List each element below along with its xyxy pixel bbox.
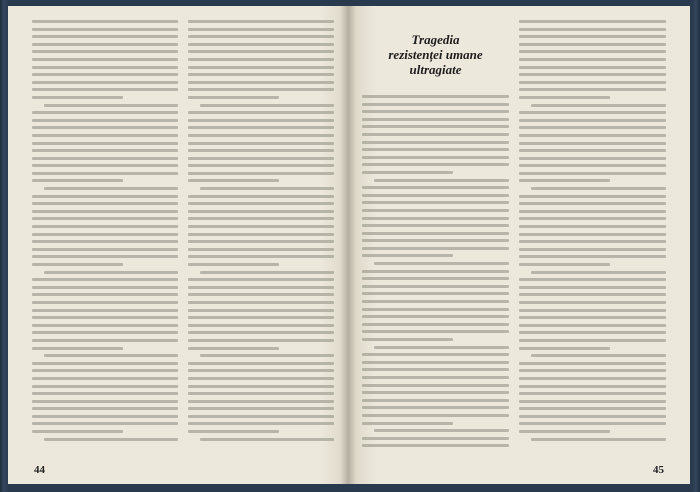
text-line-placeholder xyxy=(519,225,666,228)
text-line-placeholder xyxy=(32,119,178,122)
text-line-placeholder xyxy=(188,195,334,198)
text-line-placeholder xyxy=(519,362,666,365)
text-line-placeholder xyxy=(519,347,610,350)
text-line-placeholder xyxy=(519,157,666,160)
text-line-placeholder xyxy=(362,156,509,159)
text-line-placeholder xyxy=(362,201,509,204)
text-line-placeholder xyxy=(362,95,509,98)
text-line-placeholder xyxy=(519,96,610,99)
article-title-line-3: ultragiate xyxy=(409,62,462,77)
text-line-placeholder xyxy=(188,316,334,319)
text-line-placeholder xyxy=(519,293,666,296)
text-line-placeholder xyxy=(362,232,509,235)
text-line-placeholder xyxy=(188,407,334,410)
text-line-placeholder xyxy=(519,369,666,372)
text-line-placeholder xyxy=(362,353,509,356)
text-line-placeholder xyxy=(362,406,509,409)
text-line-placeholder xyxy=(32,58,178,61)
text-line-placeholder xyxy=(188,210,334,213)
text-line-placeholder xyxy=(519,50,666,53)
text-line-placeholder xyxy=(519,35,666,38)
text-line-placeholder xyxy=(32,20,178,23)
text-line-placeholder xyxy=(188,430,279,433)
text-line-placeholder xyxy=(44,271,178,274)
text-line-placeholder xyxy=(188,278,334,281)
text-line-placeholder xyxy=(44,354,178,357)
text-line-placeholder xyxy=(519,73,666,76)
text-line-placeholder xyxy=(200,187,334,190)
article-title xyxy=(362,32,509,77)
text-line-placeholder xyxy=(188,164,334,167)
text-line-placeholder xyxy=(44,187,178,190)
text-line-placeholder xyxy=(362,163,509,166)
text-line-placeholder xyxy=(531,438,666,441)
text-line-placeholder xyxy=(32,172,178,175)
text-line-placeholder xyxy=(519,134,666,137)
text-line-placeholder xyxy=(188,20,334,23)
text-line-placeholder xyxy=(32,278,178,281)
text-line-placeholder xyxy=(32,28,178,31)
text-line-placeholder xyxy=(362,414,509,417)
text-line-placeholder xyxy=(362,133,509,136)
text-line-placeholder xyxy=(362,444,509,447)
text-line-placeholder xyxy=(32,286,178,289)
text-line-placeholder xyxy=(362,270,509,273)
right-page-column-1 xyxy=(362,20,509,450)
text-line-placeholder xyxy=(32,73,178,76)
text-line-placeholder xyxy=(32,35,178,38)
text-line-placeholder xyxy=(531,271,666,274)
text-line-placeholder xyxy=(32,111,178,114)
text-line-placeholder xyxy=(32,263,123,266)
text-line-placeholder xyxy=(32,347,123,350)
text-line-placeholder xyxy=(188,233,334,236)
text-line-placeholder xyxy=(519,415,666,418)
text-line-placeholder xyxy=(519,81,666,84)
text-line-placeholder xyxy=(362,399,509,402)
text-line-placeholder xyxy=(519,172,666,175)
text-line-placeholder xyxy=(32,210,178,213)
text-line-placeholder xyxy=(519,301,666,304)
text-line-placeholder xyxy=(32,50,178,53)
text-line-placeholder xyxy=(519,142,666,145)
text-line-placeholder xyxy=(362,186,509,189)
text-line-placeholder xyxy=(519,278,666,281)
text-line-placeholder xyxy=(44,438,178,441)
text-line-placeholder xyxy=(519,248,666,251)
text-line-placeholder xyxy=(200,104,334,107)
text-line-placeholder xyxy=(32,331,178,334)
text-line-placeholder xyxy=(519,286,666,289)
text-line-placeholder xyxy=(362,384,509,387)
text-line-placeholder xyxy=(188,377,334,380)
text-line-placeholder xyxy=(362,323,509,326)
article-title-line-1: Tragedia xyxy=(411,32,460,47)
text-line-placeholder xyxy=(32,293,178,296)
text-line-placeholder xyxy=(188,248,334,251)
text-line-placeholder xyxy=(32,142,178,145)
text-line-placeholder xyxy=(519,400,666,403)
text-line-placeholder xyxy=(188,301,334,304)
text-line-placeholder xyxy=(188,324,334,327)
text-line-placeholder xyxy=(188,134,334,137)
text-line-placeholder xyxy=(32,225,178,228)
text-line-placeholder xyxy=(32,309,178,312)
text-line-placeholder xyxy=(362,118,509,121)
text-line-placeholder xyxy=(188,286,334,289)
text-line-placeholder xyxy=(362,125,509,128)
text-line-placeholder xyxy=(188,50,334,53)
text-line-placeholder xyxy=(362,224,509,227)
text-line-placeholder xyxy=(519,324,666,327)
text-line-placeholder xyxy=(362,247,509,250)
text-line-placeholder xyxy=(519,407,666,410)
text-line-placeholder xyxy=(362,338,453,341)
text-line-placeholder xyxy=(519,339,666,342)
text-line-placeholder xyxy=(32,81,178,84)
text-line-placeholder xyxy=(519,119,666,122)
text-line-placeholder xyxy=(519,430,610,433)
text-line-placeholder xyxy=(32,66,178,69)
text-line-placeholder xyxy=(519,240,666,243)
text-line-placeholder xyxy=(32,362,178,365)
text-line-placeholder xyxy=(188,73,334,76)
text-line-placeholder xyxy=(32,400,178,403)
text-line-placeholder xyxy=(32,407,178,410)
text-line-placeholder xyxy=(519,385,666,388)
text-line-placeholder xyxy=(32,422,178,425)
text-line-placeholder xyxy=(362,376,509,379)
text-line-placeholder xyxy=(188,43,334,46)
text-line-placeholder xyxy=(519,28,666,31)
text-line-placeholder xyxy=(519,233,666,236)
text-line-placeholder xyxy=(362,141,509,144)
text-line-placeholder xyxy=(519,179,610,182)
text-line-placeholder xyxy=(374,179,509,182)
text-line-placeholder xyxy=(188,202,334,205)
text-line-placeholder xyxy=(200,354,334,357)
text-line-placeholder xyxy=(32,202,178,205)
text-line-placeholder xyxy=(362,209,509,212)
article-title-line-2: rezistenței umane xyxy=(388,47,483,62)
text-line-placeholder xyxy=(519,164,666,167)
text-line-placeholder xyxy=(519,88,666,91)
text-line-placeholder xyxy=(32,233,178,236)
text-line-placeholder xyxy=(519,195,666,198)
text-line-placeholder xyxy=(32,255,178,258)
text-line-placeholder xyxy=(519,316,666,319)
text-line-placeholder xyxy=(188,255,334,258)
text-line-placeholder xyxy=(188,263,279,266)
left-page-column-1 xyxy=(32,20,178,450)
text-line-placeholder xyxy=(32,164,178,167)
text-line-placeholder xyxy=(519,43,666,46)
text-line-placeholder xyxy=(531,354,666,357)
text-line-placeholder xyxy=(519,111,666,114)
text-line-placeholder xyxy=(32,392,178,395)
text-line-placeholder xyxy=(188,362,334,365)
text-line-placeholder xyxy=(32,88,178,91)
text-line-placeholder xyxy=(519,66,666,69)
text-line-placeholder xyxy=(519,422,666,425)
text-line-placeholder xyxy=(32,240,178,243)
text-line-placeholder xyxy=(188,225,334,228)
text-line-placeholder xyxy=(188,392,334,395)
text-line-placeholder xyxy=(362,308,509,311)
text-line-placeholder xyxy=(32,217,178,220)
text-line-placeholder xyxy=(188,179,279,182)
text-line-placeholder xyxy=(32,248,178,251)
text-line-placeholder xyxy=(32,96,123,99)
page-number-right: 45 xyxy=(653,464,664,476)
text-line-placeholder xyxy=(44,104,178,107)
text-line-placeholder xyxy=(32,195,178,198)
text-line-placeholder xyxy=(32,430,123,433)
text-line-placeholder xyxy=(362,368,509,371)
text-line-placeholder xyxy=(32,339,178,342)
text-line-placeholder xyxy=(362,171,453,174)
text-line-placeholder xyxy=(519,217,666,220)
text-line-placeholder xyxy=(32,324,178,327)
text-line-placeholder xyxy=(188,172,334,175)
text-line-placeholder xyxy=(519,392,666,395)
text-line-placeholder xyxy=(188,309,334,312)
text-line-placeholder xyxy=(519,58,666,61)
text-line-placeholder xyxy=(374,346,509,349)
text-line-placeholder xyxy=(200,438,334,441)
text-line-placeholder xyxy=(32,316,178,319)
text-line-placeholder xyxy=(32,301,178,304)
text-line-placeholder xyxy=(531,104,666,107)
right-page-column-2 xyxy=(519,20,666,450)
text-line-placeholder xyxy=(188,35,334,38)
text-line-placeholder xyxy=(362,285,509,288)
text-line-placeholder xyxy=(188,66,334,69)
text-line-placeholder xyxy=(188,81,334,84)
text-line-placeholder xyxy=(519,149,666,152)
text-line-placeholder xyxy=(188,339,334,342)
text-line-placeholder xyxy=(374,429,509,432)
text-line-placeholder xyxy=(188,126,334,129)
text-line-placeholder xyxy=(188,119,334,122)
text-line-placeholder xyxy=(188,369,334,372)
text-line-placeholder xyxy=(519,126,666,129)
text-line-placeholder xyxy=(362,330,509,333)
text-line-placeholder xyxy=(519,377,666,380)
text-line-placeholder xyxy=(362,194,509,197)
text-line-placeholder xyxy=(32,377,178,380)
text-line-placeholder xyxy=(188,422,334,425)
text-line-placeholder xyxy=(362,239,509,242)
left-page-column-2 xyxy=(188,20,334,450)
right-page xyxy=(348,6,690,484)
left-page xyxy=(8,6,348,484)
text-line-placeholder xyxy=(32,134,178,137)
text-line-placeholder xyxy=(362,148,509,151)
text-line-placeholder xyxy=(188,331,334,334)
text-line-placeholder xyxy=(519,309,666,312)
text-line-placeholder xyxy=(531,187,666,190)
text-line-placeholder xyxy=(374,262,509,265)
text-line-placeholder xyxy=(188,28,334,31)
text-line-placeholder xyxy=(519,210,666,213)
text-line-placeholder xyxy=(188,142,334,145)
text-line-placeholder xyxy=(32,149,178,152)
text-line-placeholder xyxy=(188,157,334,160)
text-line-placeholder xyxy=(362,110,509,113)
text-line-placeholder xyxy=(188,415,334,418)
text-line-placeholder xyxy=(32,415,178,418)
text-line-placeholder xyxy=(32,126,178,129)
text-line-placeholder xyxy=(188,347,279,350)
text-line-placeholder xyxy=(519,202,666,205)
text-line-placeholder xyxy=(188,58,334,61)
text-line-placeholder xyxy=(32,385,178,388)
text-line-placeholder xyxy=(188,293,334,296)
text-line-placeholder xyxy=(362,361,509,364)
text-line-placeholder xyxy=(32,179,123,182)
text-line-placeholder xyxy=(362,277,509,280)
text-line-placeholder xyxy=(362,300,509,303)
text-line-placeholder xyxy=(32,157,178,160)
text-line-placeholder xyxy=(362,292,509,295)
text-line-placeholder xyxy=(32,43,178,46)
text-line-placeholder xyxy=(519,20,666,23)
text-line-placeholder xyxy=(519,255,666,258)
text-line-placeholder xyxy=(188,111,334,114)
text-line-placeholder xyxy=(519,331,666,334)
text-line-placeholder xyxy=(32,369,178,372)
text-line-placeholder xyxy=(188,400,334,403)
text-line-placeholder xyxy=(188,96,279,99)
text-line-placeholder xyxy=(188,217,334,220)
text-line-placeholder xyxy=(188,149,334,152)
page-number-left: 44 xyxy=(34,464,45,476)
text-line-placeholder xyxy=(188,385,334,388)
text-line-placeholder xyxy=(362,103,509,106)
text-line-placeholder xyxy=(200,271,334,274)
text-line-placeholder xyxy=(362,437,509,440)
text-line-placeholder xyxy=(362,422,453,425)
text-line-placeholder xyxy=(188,240,334,243)
text-line-placeholder xyxy=(188,88,334,91)
text-line-placeholder xyxy=(362,315,509,318)
text-line-placeholder xyxy=(362,254,453,257)
text-line-placeholder xyxy=(362,217,509,220)
text-line-placeholder xyxy=(519,263,610,266)
text-line-placeholder xyxy=(362,391,509,394)
